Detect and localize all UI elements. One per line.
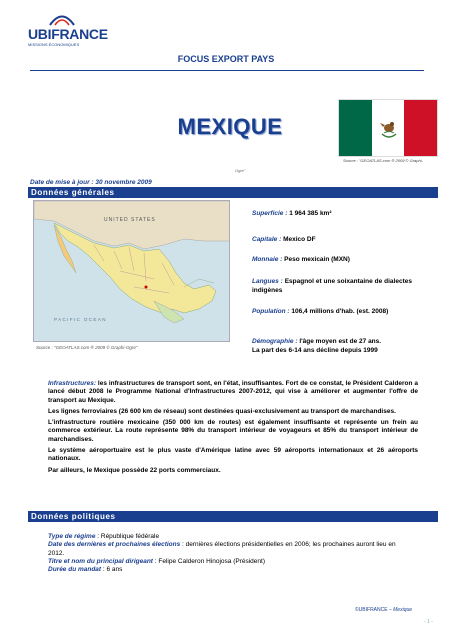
fact-superficie: Superficie : 1 964 385 km² [252, 210, 332, 217]
mexico-map [33, 200, 230, 342]
page-number: - 1 - [424, 619, 433, 625]
map-label-united-states: UNITED STATES [104, 217, 156, 223]
map-drawing [34, 201, 230, 342]
political-leader: Titre et nom du principal dirigeant : Felipe Calderon Hinojosa (Président) [48, 557, 265, 565]
fact-population: Population : 106,4 millions d'hab. (est. 2008) [252, 308, 389, 315]
flag-source-continued: Ogre" [235, 168, 246, 173]
fact-langues: Langues : Espagnol et une soixantaine de dialectes indigènes [252, 278, 412, 294]
fact-demographie: Démographie : l'âge moyen est de 27 ans. La part des 6-14 ans décline depuis 1999 [252, 338, 382, 354]
header-divider [30, 70, 424, 71]
infra-paragraph: L'infrastructure routière mexicaine (350 000 km de routes) est également insuffisante et représente un frein au commerce extérieur. La route représente 98% du transport intérieur de voyageurs et 85% du transport intérieur de marchandises. [48, 419, 418, 443]
focus-heading: FOCUS EXPORT PAYS [177, 54, 275, 64]
political-data [48, 533, 398, 574]
flag-source: Source : "GEOATLAS.com ® 2009 © Graphi- [343, 158, 423, 163]
section-political-header: Données politiques [28, 511, 438, 522]
infrastructures-text [48, 380, 418, 478]
map-label-ocean: PACIFIC OCEAN [54, 317, 107, 322]
footer-copyright: ©UBIFRANCE – Mexique [355, 607, 413, 613]
eagle-emblem-icon [378, 118, 400, 140]
update-date: Date de mise à jour : 30 novembre 2009 [30, 179, 152, 186]
infra-paragraph: Infrastructures: les infrastructures de transport sont, en l'état, insuffisantes. Fort de ce constat, le Président Calderon a lancé début 2008 le Programme National d'Infrastructures 2007-2012, qui vise à améliorer et augmenter l'offre de transport au Mexique. [48, 380, 418, 404]
logo-tagline: MISSIONS ÉCONOMIQUES [28, 42, 80, 47]
infra-paragraph: Par ailleurs, le Mexique possède 22 ports commerciaux. [48, 466, 221, 474]
logo-arc-icon [48, 12, 76, 26]
country-title: MEXIQUE [177, 114, 283, 139]
fact-capitale: Capitale : Mexico DF [252, 236, 316, 243]
infra-paragraph: Le système aéroportuaire est le plus vaste d'Amérique latine avec 59 aéroports internationaux et 26 aéroports nationaux. [48, 447, 418, 463]
mexico-flag [338, 99, 438, 157]
political-term: Durée du mandat : 6 ans [48, 566, 123, 574]
infra-paragraph: Les lignes ferroviaires (26 600 km de réseau) sont destinées quasi-exclusivement au transport de marchandises. [48, 407, 396, 415]
political-elections: Date des dernières et prochaines élections : dernières élections présidentielles en 2006; les prochaines auront lieu en 2012. [48, 541, 396, 557]
political-regime: Type de régime : République fédérale [48, 533, 160, 540]
section-general-header: Données générales [28, 187, 438, 198]
fact-monnaie: Monnaie : Peso mexicain (MXN) [252, 256, 350, 263]
map-source: Source : "GEOATLAS.com ® 2009 © Graphi-Ogre" [36, 345, 138, 350]
ubifrance-logo [28, 12, 106, 56]
logo-brand: UBIFRANCE [28, 26, 108, 42]
